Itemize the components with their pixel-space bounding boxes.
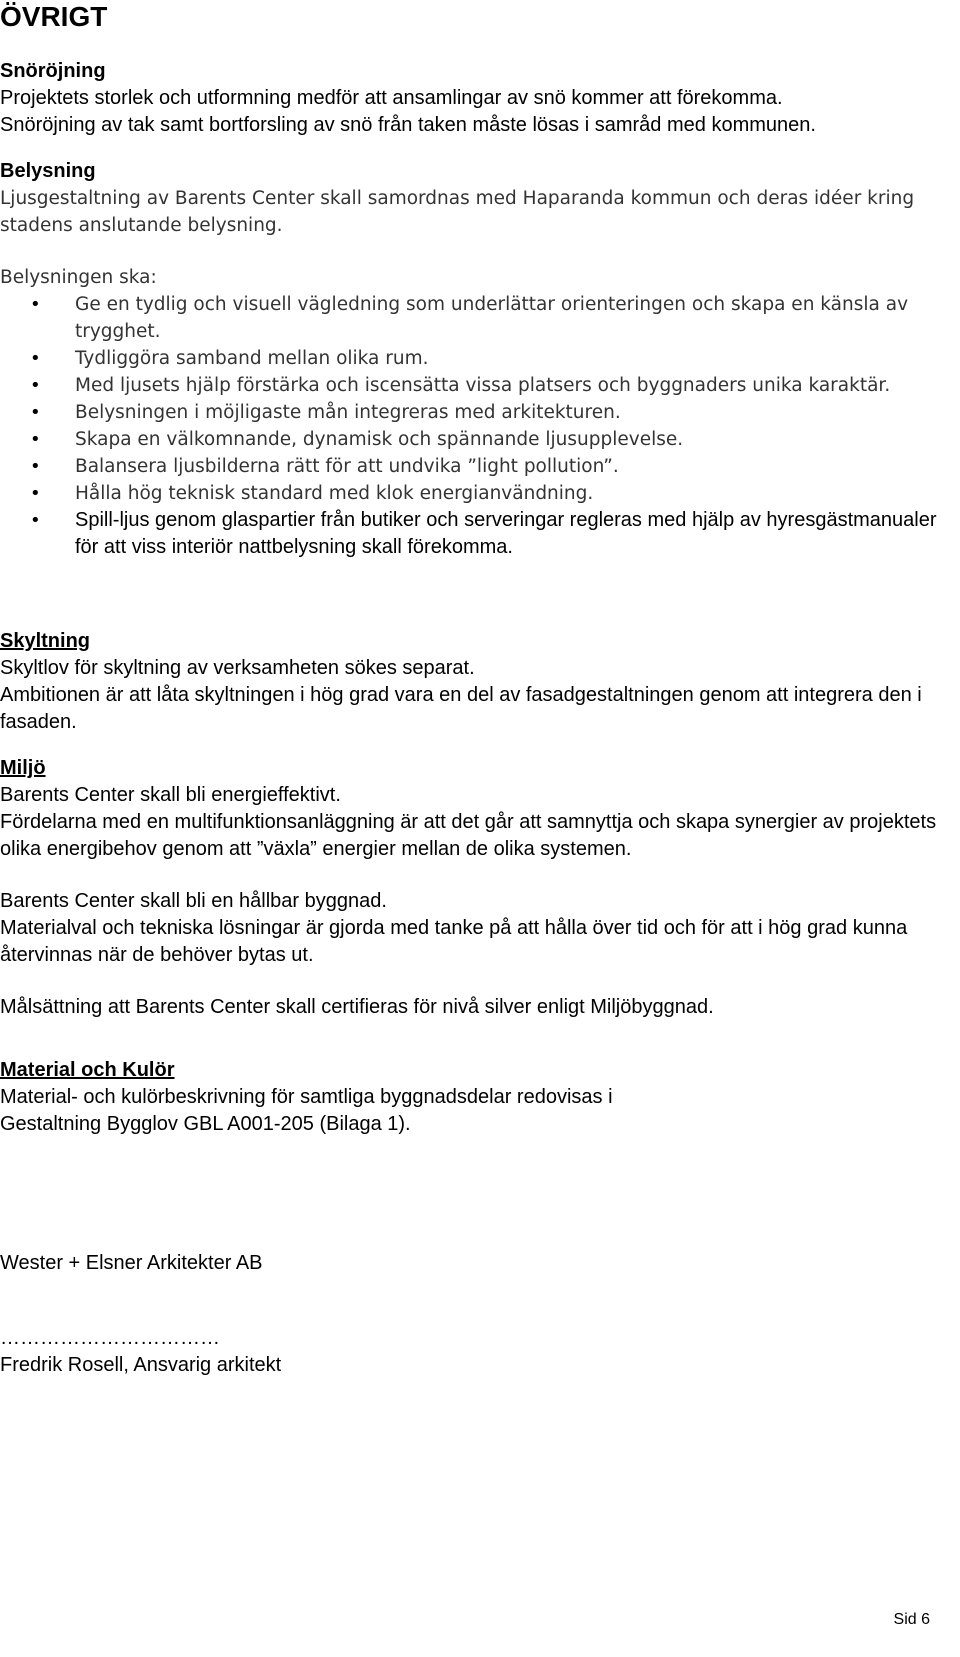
list-item: • Spill-ljus genom glaspartier från butiker och serveringar regleras med hjälp av hyresgästmanualer för att viss interiör nattbelysning skall förekomma.	[0, 507, 950, 561]
page-title: ÖVRIGT	[0, 1, 108, 32]
signature-line: ……………………………	[0, 1327, 220, 1349]
list-item: • Skapa en välkomnande, dynamisk och spännande ljusupplevelse.	[0, 426, 950, 453]
paragraph: Fördelarna med en multifunktionsanläggning är att det går att samnyttja och skapa synergier av projektets olika energibehov genom att ”växla” energier mellan de olika systemen.	[0, 811, 937, 860]
signatory-name: Fredrik Rosell, Ansvarig arkitekt	[0, 1354, 282, 1376]
paragraph-line: Barents Center skall bli energieffektivt.	[0, 784, 341, 806]
section-belysning	[0, 158, 950, 561]
lighting-goals-list	[0, 291, 950, 561]
page-number: Sid 6	[893, 1611, 930, 1628]
paragraph-line: Snöröjning av tak samt bortforsling av snö från taken måste lösas i samråd med kommunen.	[0, 114, 816, 136]
list-item: • Hålla hög teknisk standard med klok energianvändning.	[0, 480, 950, 507]
list-item: • Med ljusets hjälp förstärka och iscensätta vissa platsers och byggnaders unika karaktär.	[0, 372, 950, 399]
paragraph-line: Barents Center skall bli en hållbar byggnad.	[0, 890, 387, 912]
paragraph: Materialval och tekniska lösningar är gjorda med tanke på att hålla över tid och för att i hög grad kunna återvinnas när de behöver bytas ut.	[0, 917, 908, 966]
paragraph: Ambitionen är att låta skyltningen i hög grad vara en del av fasadgestaltningen genom att integrera den i fasaden.	[0, 684, 922, 733]
company-name: Wester + Elsner Arkitekter AB	[0, 1252, 263, 1274]
section-heading-snorojning: Snöröjning	[0, 60, 106, 82]
list-item: • Belysningen i möjligaste mån integreras med arkitekturen.	[0, 399, 950, 426]
section-material	[0, 1057, 950, 1138]
list-item: • Ge en tydlig och visuell vägledning som underlättar orienteringen och skapa en känsla av trygghet.	[0, 291, 950, 345]
paragraph-line: Målsättning att Barents Center skall certifieras för nivå silver enligt Miljöbyggnad.	[0, 996, 714, 1018]
list-intro: Belysningen ska:	[0, 267, 157, 288]
section-heading-material: Material och Kulör	[0, 1059, 175, 1081]
paragraph-line: Skyltlov för skyltning av verksamheten sökes separat.	[0, 657, 475, 679]
section-heading-skyltning: Skyltning	[0, 630, 91, 652]
section-snorojning	[0, 58, 950, 139]
section-miljo	[0, 755, 950, 1021]
list-item: • Tydliggöra samband mellan olika rum.	[0, 345, 950, 372]
paragraph: Ljusgestaltning av Barents Center skall samordnas med Haparanda kommun och deras idéer kring stadens anslutande belysning.	[0, 188, 915, 236]
paragraph-line: Gestaltning Bygglov GBL A001-205 (Bilaga 1).	[0, 1113, 411, 1135]
section-skyltning	[0, 628, 950, 736]
paragraph-line: Material- och kulörbeskrivning för samtliga byggnadsdelar redovisas i	[0, 1086, 613, 1108]
paragraph-line: Projektets storlek och utformning medför att ansamlingar av snö kommer att förekomma.	[0, 87, 783, 109]
section-heading-miljo: Miljö	[0, 757, 46, 779]
section-heading-belysning: Belysning	[0, 160, 96, 182]
list-item: • Balansera ljusbilderna rätt för att undvika ”light pollution”.	[0, 453, 950, 480]
